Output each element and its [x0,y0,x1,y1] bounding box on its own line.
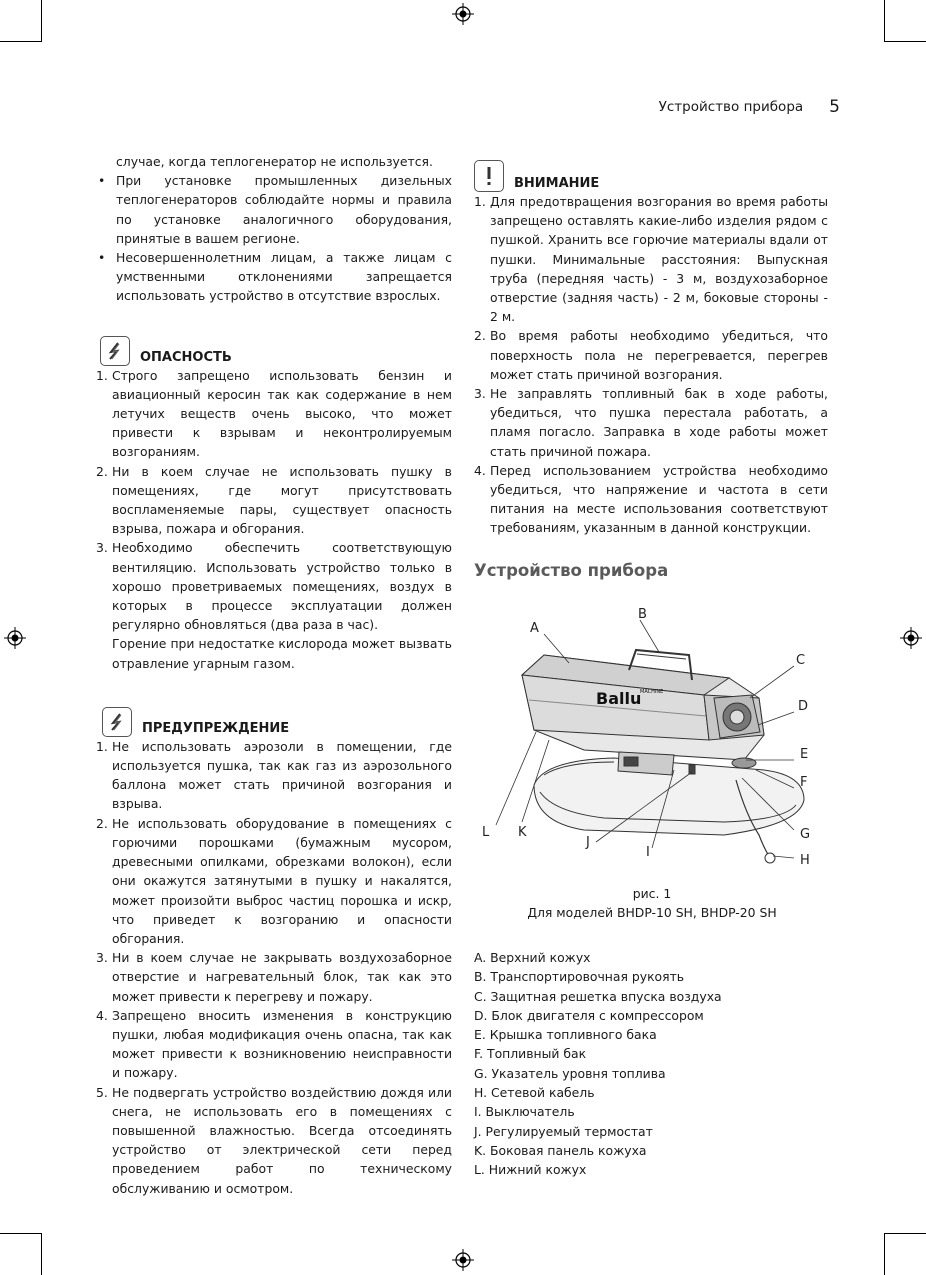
item-text: Во время работы необходимо убедиться, что поверхность пола не перегревается, перегрев может стать причиной возгорания. [490,328,828,382]
label-i: I [646,845,650,860]
list-item [96,248,452,306]
item-text: Не заправлять топливный бак в ходе работы, убедиться, что пушка перестала работать, а пламя погасло. Заправка в ходе работы может стать причиной пожара. [490,386,828,459]
item-number: 3. [96,540,108,556]
air-intake-grille [714,695,760,738]
crop-mark [41,0,42,42]
page-number: 5 [829,97,840,117]
label-e: E [800,747,809,762]
list-item [96,948,452,1006]
list-item [96,814,452,948]
list-item [474,192,828,326]
item-number: 2. [474,328,486,344]
danger-label: ОПАСНОСТЬ [140,349,232,365]
legend-item: G. Указатель уровня топлива [474,1065,666,1081]
crop-mark [884,1233,926,1234]
right-column [474,158,828,538]
warning-label: ПРЕДУПРЕЖДЕНИЕ [142,720,290,736]
attention-heading [474,158,828,192]
item-text: Запрещено вносить изменения в конструкцию пушки, любая модификация очень опасна, так как может привести к возникновению неисправности и пожару. [112,1007,452,1081]
registration-mark-icon [452,3,474,25]
attention-label: ВНИМАНИЕ [514,176,600,191]
label-h: H [800,853,810,868]
item-text: Ни в коем случае не использовать пушку в помещениях, где могут присутствовать воспламеняемые пары, существует опасность взрыва, пожара и обгорания. [112,463,452,537]
bullet-icon: • [98,173,106,189]
registration-mark-icon [452,1249,474,1271]
item-text: Ни в коем случае не закрывать воздухозаборное отверстие и нагревательный блок, так как это может привести к перегреву и пожару. [112,950,452,1004]
list-item [474,461,828,538]
bullet-icon: • [98,250,106,266]
label-l: L [482,825,490,840]
list-item [96,462,452,539]
item-text: Не использовать аэрозоли в помещении, где используется пушка, так как газ из аэрозольного баллона может стать причиной возгорания и взрыва. [112,738,452,812]
label-j: J [586,835,590,850]
item-text: Необходимо обеспечить соответствующую вентиляцию. Использовать устройство только в хорошо проветриваемых помещениях, воздух в которых в процессе эксплуатации должен регулярно обновляться (два раза в час). [112,540,452,633]
bullet-text: Несовершеннолетним лицам, а также лицам с умственными отклонениями запрещается использовать устройство в отсутствие взрослых. [116,250,452,304]
crop-mark [884,1233,885,1275]
crop-mark [884,0,885,42]
crop-mark [884,41,926,42]
crop-mark [0,41,42,42]
list-item [96,171,452,248]
figure-caption [474,884,830,922]
item-number: 1. [96,738,108,754]
item-number: 4. [96,1007,108,1023]
item-text: Строго запрещено использовать бензин и авиационный керосин так как содержание в нем летучих веществ очень высоко, что может привести к взрывам и неконтролируемым возгораниям. [112,367,452,460]
item-text: Перед использованием устройства необходимо убедиться, что напряжение и частота в сети питания на месте использования соответствуют требованиям, указанным в данной конструкции. [490,462,828,536]
running-title: Устройство прибора [658,99,804,115]
attention-icon [474,160,504,192]
item-text: Для предотвращения возгорания во время работы запрещено оставлять какие-либо изделия рядом с пушкой. Хранить все горючие материалы вдали от пушки. Минимальные расстояния: Выпускная труба (передняя часть) - 3 м, воздухозаборное отверстие (задняя часть) - 2 м, боковые стороны - 2 м. [490,194,828,325]
legend-item: H. Сетевой кабель [474,1085,595,1101]
label-c: C [796,653,806,668]
label-g: G [800,827,811,842]
list-item [474,384,828,461]
legend-item: C. Защитная решетка впуска воздуха [474,988,722,1004]
list-item [96,1083,452,1198]
label-a: A [530,621,539,636]
warning-icon [102,707,132,737]
crop-mark [0,1233,42,1234]
list-item [96,1006,452,1083]
brand-subtitle: MACHINE [640,689,664,695]
legend-item: K. Боковая панель кожуха [474,1142,647,1158]
list-item [96,538,452,634]
item-number: 4. [474,462,486,478]
page-header [600,96,840,118]
legend-item: I. Выключатель [474,1104,575,1120]
brand-logo: Ballu [596,689,642,708]
caption-line2: Для моделей BHDP-10 SH, BHDP-20 SH [527,905,777,921]
danger-extra-text: Горение при недостатке кислорода может вызвать отравление угарным газом. [112,636,452,671]
label-f: F [800,775,808,790]
legend-item: B. Транспортировочная рукоять [474,969,685,985]
warning-heading [102,697,452,737]
danger-icon [100,336,130,366]
legend-item: A. Верхний кожух [474,950,591,965]
item-number: 3. [474,386,486,402]
item-number: 2. [96,815,108,831]
left-column [96,152,452,1198]
registration-mark-icon [900,627,922,649]
list-item [474,326,828,384]
registration-mark-icon [4,627,26,649]
figure-legend [474,948,830,1180]
caption-line1: рис. 1 [632,886,672,901]
intro-text: случае, когда теплогенератор не используется. [116,154,433,169]
item-text: Не подвергать устройство воздействию дождя или снега, не использовать его в помещениях с повышенной влажностью. Всегда отсоединять устройство от электрической сети перед проведением работ по техническому обслуживанию и осмотром. [112,1084,452,1196]
list-item [96,366,452,462]
legend-item: J. Регулируемый термостат [474,1123,653,1139]
bullet-text: При установке промышленных дизельных теплогенераторов соблюдайте нормы и правила по установке аналогичного оборудования, принятые в вашем регионе. [116,173,452,246]
label-d: D [798,699,809,714]
item-number: 5. [96,1084,108,1100]
legend-item: L. Нижний кожух [474,1162,587,1178]
danger-heading [100,326,452,366]
list-item [96,737,452,814]
legend-item: F. Топливный бак [474,1046,587,1062]
item-number: 3. [96,950,108,966]
section-title: Устройство прибора [474,561,669,580]
item-number: 1. [474,194,486,209]
item-number: 2. [96,463,108,479]
legend-item: E. Крышка топливного бака [474,1027,657,1043]
heater-diagram [474,600,830,880]
fuel-cap [732,758,756,768]
label-k: K [518,825,527,840]
item-text: Не использовать оборудование в помещениях с горючими порошками (бумажным мусором, древесными опилками, обрезками волокон), если они окажутся затянутыми в пушку и накалятся, может произойти выброс частиц порошка и искр, что приведет к возгоранию и опасности обгорания. [112,815,452,946]
item-number: 1. [96,367,108,383]
label-b: B [638,607,647,622]
legend-item: D. Блок двигателя с компрессором [474,1007,704,1023]
crop-mark [41,1233,42,1275]
